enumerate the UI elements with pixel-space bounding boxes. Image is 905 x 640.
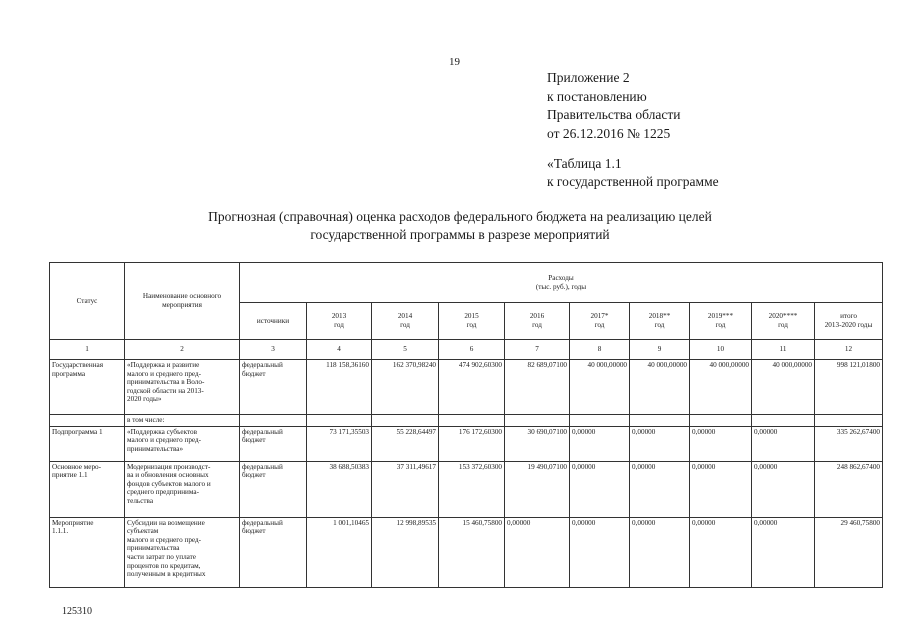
table-reference xyxy=(547,155,719,191)
row-value: 40 000,00000 xyxy=(752,360,815,415)
row-value: 0,00000 xyxy=(690,461,752,517)
row-total: 998 121,01800 xyxy=(815,360,883,415)
title-line: Прогнозная (справочная) оценка расходов федерального бюджета на реализацию целей xyxy=(208,209,712,224)
column-number: 7 xyxy=(505,340,570,360)
including-label: в том числе: xyxy=(125,415,240,427)
row-total: 248 862,67400 xyxy=(815,461,883,517)
column-number: 1 xyxy=(50,340,125,360)
table-row xyxy=(50,426,883,461)
row-value: 40 000,00000 xyxy=(570,360,630,415)
row-source: федеральный бюджет xyxy=(240,360,307,415)
row-value: 162 370,98240 xyxy=(372,360,439,415)
table-row xyxy=(50,517,883,587)
row-name: Субсидии на возмещение субъектам малого и среднего пред- принимательства части затрат по уплате процентов по кредитам, полученным в кредитных xyxy=(125,517,240,587)
row-source: федеральный бюджет xyxy=(240,517,307,587)
appendix-line: Правительства области xyxy=(547,107,681,122)
header-year: 2020**** год xyxy=(752,303,815,340)
row-value: 0,00000 xyxy=(752,426,815,461)
column-number: 10 xyxy=(690,340,752,360)
row-value: 0,00000 xyxy=(570,426,630,461)
row-value: 38 688,50383 xyxy=(307,461,372,517)
row-total: 335 262,67400 xyxy=(815,426,883,461)
row-value: 19 490,07100 xyxy=(505,461,570,517)
appendix-line: от 26.12.2016 № 1225 xyxy=(547,125,671,141)
header-year: 2014 год xyxy=(372,303,439,340)
row-total: 29 460,75800 xyxy=(815,517,883,587)
column-number: 2 xyxy=(125,340,240,360)
row-name: «Поддержка и развитие малого и среднего пред- принимательства в Воло- годской области на 2013- 2020 годы» xyxy=(125,360,240,415)
header-year: 2013 год xyxy=(307,303,372,340)
row-value: 0,00000 xyxy=(505,517,570,587)
row-value: 37 311,49617 xyxy=(372,461,439,517)
table-ref-line: к государственной программе xyxy=(547,174,719,189)
row-value: 0,00000 xyxy=(690,426,752,461)
header-year: 2015 год xyxy=(439,303,505,340)
row-value: 82 689,07100 xyxy=(505,360,570,415)
header-year: 2017* год xyxy=(570,303,630,340)
header-year: 2016 год xyxy=(505,303,570,340)
row-value: 40 000,00000 xyxy=(630,360,690,415)
table-ref-line: «Таблица 1.1 xyxy=(547,156,622,171)
header-sources: источники xyxy=(240,303,307,340)
row-value: 0,00000 xyxy=(752,461,815,517)
document-title xyxy=(150,208,770,244)
row-name: «Поддержка субъектов малого и среднего пред- принимательства» xyxy=(125,426,240,461)
row-status: Основное меро- приятие 1.1 xyxy=(50,461,125,517)
row-value: 0,00000 xyxy=(630,517,690,587)
footer-code: 125310 xyxy=(62,606,92,617)
column-number: 12 xyxy=(815,340,883,360)
page-number: 19 xyxy=(449,56,460,68)
table-row xyxy=(50,360,883,415)
appendix-block xyxy=(547,69,680,143)
row-value: 0,00000 xyxy=(690,517,752,587)
header-year: 2018** год xyxy=(630,303,690,340)
column-number: 4 xyxy=(307,340,372,360)
row-source: федеральный бюджет xyxy=(240,426,307,461)
row-value: 474 902,60300 xyxy=(439,360,505,415)
column-number: 3 xyxy=(240,340,307,360)
column-number: 8 xyxy=(570,340,630,360)
row-status: Государственная программа xyxy=(50,360,125,415)
row-value: 55 228,64497 xyxy=(372,426,439,461)
header-status: Статус xyxy=(50,263,125,340)
table-row xyxy=(50,461,883,517)
header-year: 2019*** год xyxy=(690,303,752,340)
title-line: государственной программы в разрезе мероприятий xyxy=(310,227,610,242)
row-value: 0,00000 xyxy=(570,461,630,517)
row-value: 0,00000 xyxy=(570,517,630,587)
header-total: итого 2013-2020 годы xyxy=(815,303,883,340)
row-value: 15 460,75800 xyxy=(439,517,505,587)
row-value: 176 172,60300 xyxy=(439,426,505,461)
row-value: 0,00000 xyxy=(752,517,815,587)
row-value: 1 001,10465 xyxy=(307,517,372,587)
row-value: 0,00000 xyxy=(630,426,690,461)
header-expenses: Расходы (тыс. руб.), годы xyxy=(240,263,883,303)
row-value: 0,00000 xyxy=(630,461,690,517)
row-status: Мероприятие 1.1.1. xyxy=(50,517,125,587)
column-number: 9 xyxy=(630,340,690,360)
row-value: 73 171,35503 xyxy=(307,426,372,461)
row-value: 30 690,07100 xyxy=(505,426,570,461)
expenses-table xyxy=(49,262,883,588)
row-value: 12 998,89535 xyxy=(372,517,439,587)
row-name: Модернизация производст- ва и обновления основных фондов субъектов малого и среднего предпринима- тельства xyxy=(125,461,240,517)
appendix-line: к постановлению xyxy=(547,88,647,104)
row-source: федеральный бюджет xyxy=(240,461,307,517)
column-number: 11 xyxy=(752,340,815,360)
row-status: Подпрограмма 1 xyxy=(50,426,125,461)
column-number: 5 xyxy=(372,340,439,360)
appendix-line: Приложение 2 xyxy=(547,70,630,85)
row-value: 118 158,36160 xyxy=(307,360,372,415)
column-number: 6 xyxy=(439,340,505,360)
header-name: Наименование основного мероприятия xyxy=(125,263,240,340)
row-value: 40 000,00000 xyxy=(690,360,752,415)
row-value: 153 372,60300 xyxy=(439,461,505,517)
